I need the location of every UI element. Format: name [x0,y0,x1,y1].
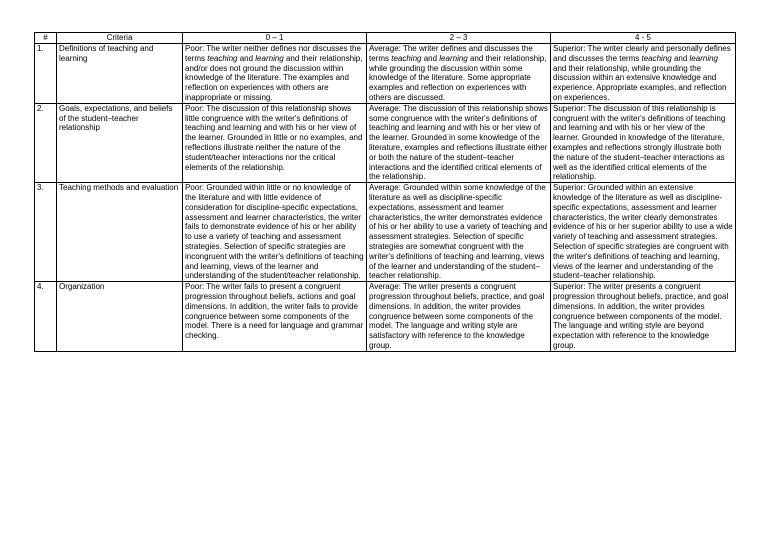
criteria-cell: Goals, expectations, and beliefs of the student–teacher relationship [57,103,183,182]
score-0-1-cell: Poor: The discussion of this relationship shows little congruence with the writer's definitions of teaching and learning and with his or her view of the learner. Grounded in little or no examples, and reflections illustrate neither the nature of the student/teacher interactions nor the critical elements of the relationship. [183,103,367,182]
row-number: 2. [35,103,57,182]
criteria-cell: Teaching methods and evaluation [57,183,183,282]
header-score-0-1: 0 – 1 [183,33,367,44]
rubric-table [34,32,736,352]
row-number: 4. [35,282,57,352]
score-2-3-cell: Average: Grounded within some knowledge of the literature as well as discipline-specific expectations, assessment and learner characteristics, the writer demonstrates evidence of his or her ability to use a variety of teaching and assessment strategies. Selection of specific strategies are somewhat congruent with the writer's definitions of teaching and learning, views of the learner and understanding of the student–teacher relationship. [367,183,551,282]
header-score-2-3: 2 – 3 [367,33,551,44]
table-row [35,103,736,182]
row-number: 3. [35,183,57,282]
criteria-cell: Definitions of teaching and learning [57,44,183,104]
header-score-4-5: 4 - 5 [551,33,736,44]
table-row [35,183,736,282]
score-4-5-cell: Superior: The discussion of this relationship is congruent with the writer's definitions of teaching and learning and with his or her view of the learner. Grounded in knowledge of the literature, examples and reflections strongly illustrate both the nature of the student–teacher interactions as well as the identified critical elements of the relationship. [551,103,736,182]
score-4-5-cell: Superior: Grounded within an extensive knowledge of the literature as well as discipline-specific expectations, assessment and learner characteristics, the writer clearly demonstrates evidence of his or her superior ability to use a wide variety of teaching and assessment strategies. Selection of specific strategies are congruent with the writer's definitions of teaching and learning, views of the learner and understanding of the student–teacher relationship. [551,183,736,282]
score-0-1-cell: Poor: The writer fails to present a congruent progression throughout beliefs, actions and goal dimensions. In addition, the writer fails to provide congruence between some components of the model. There is a need for language and grammar checking. [183,282,367,352]
table-row [35,44,736,104]
score-2-3-cell: Average: The writer presents a congruent progression throughout beliefs, practice, and goal dimensions. In addition, the writer provides congruence between some components of the model. The language and writing style are satisfactory with reference to the knowledge group. [367,282,551,352]
score-4-5-cell: Superior: The writer presents a congruent progression throughout beliefs, practice, and goal dimensions. In addition, the writer provides congruence between components of the model. The language and writing style are beyond expectation with reference to the knowledge group. [551,282,736,352]
header-number: # [35,33,57,44]
table-row [35,282,736,352]
header-criteria: Criteria [57,33,183,44]
criteria-cell: Organization [57,282,183,352]
row-number: 1. [35,44,57,104]
score-0-1-cell: Poor: Grounded within little or no knowledge of the literature and with little evidence of consideration for discipline-specific expectations, assessment and learner characteristics, the writer fails to demonstrate evidence of his or her ability to use a variety of teaching and assessment strategies. Selection of specific strategies are incongruent with the writer's definitions of teaching and learning, views of the learner and understanding of the student/teacher relationship. [183,183,367,282]
score-2-3-cell: Average: The discussion of this relationship shows some congruence with the writer's definitions of teaching and learning and with his or her view of the learner. Grounded in some knowledge of the literature, examples and reflections illustrate either or both the nature of the student–teacher interactions and the identified critical elements of the relationship. [367,103,551,182]
score-2-3-cell: Average: The writer defines and discusses the terms teaching and learning and their relationship, while grounding the discussion within some knowledge of the literature. Some appropriate examples and reflection on experiences with others are discussed. [367,44,551,104]
score-0-1-cell: Poor: The writer neither defines nor discusses the terms teaching and learning and their relationship, and/or does not ground the discussion within knowledge of the literature. The examples and reflection on experiences with others are inappropriate or missing. [183,44,367,104]
score-4-5-cell: Superior: The writer clearly and personally defines and discusses the terms teaching and learning and their relationship, while grounding the discussion within an extensive knowledge and experience. Appropriate examples, and reflection on experiences. [551,44,736,104]
header-row [35,33,736,44]
